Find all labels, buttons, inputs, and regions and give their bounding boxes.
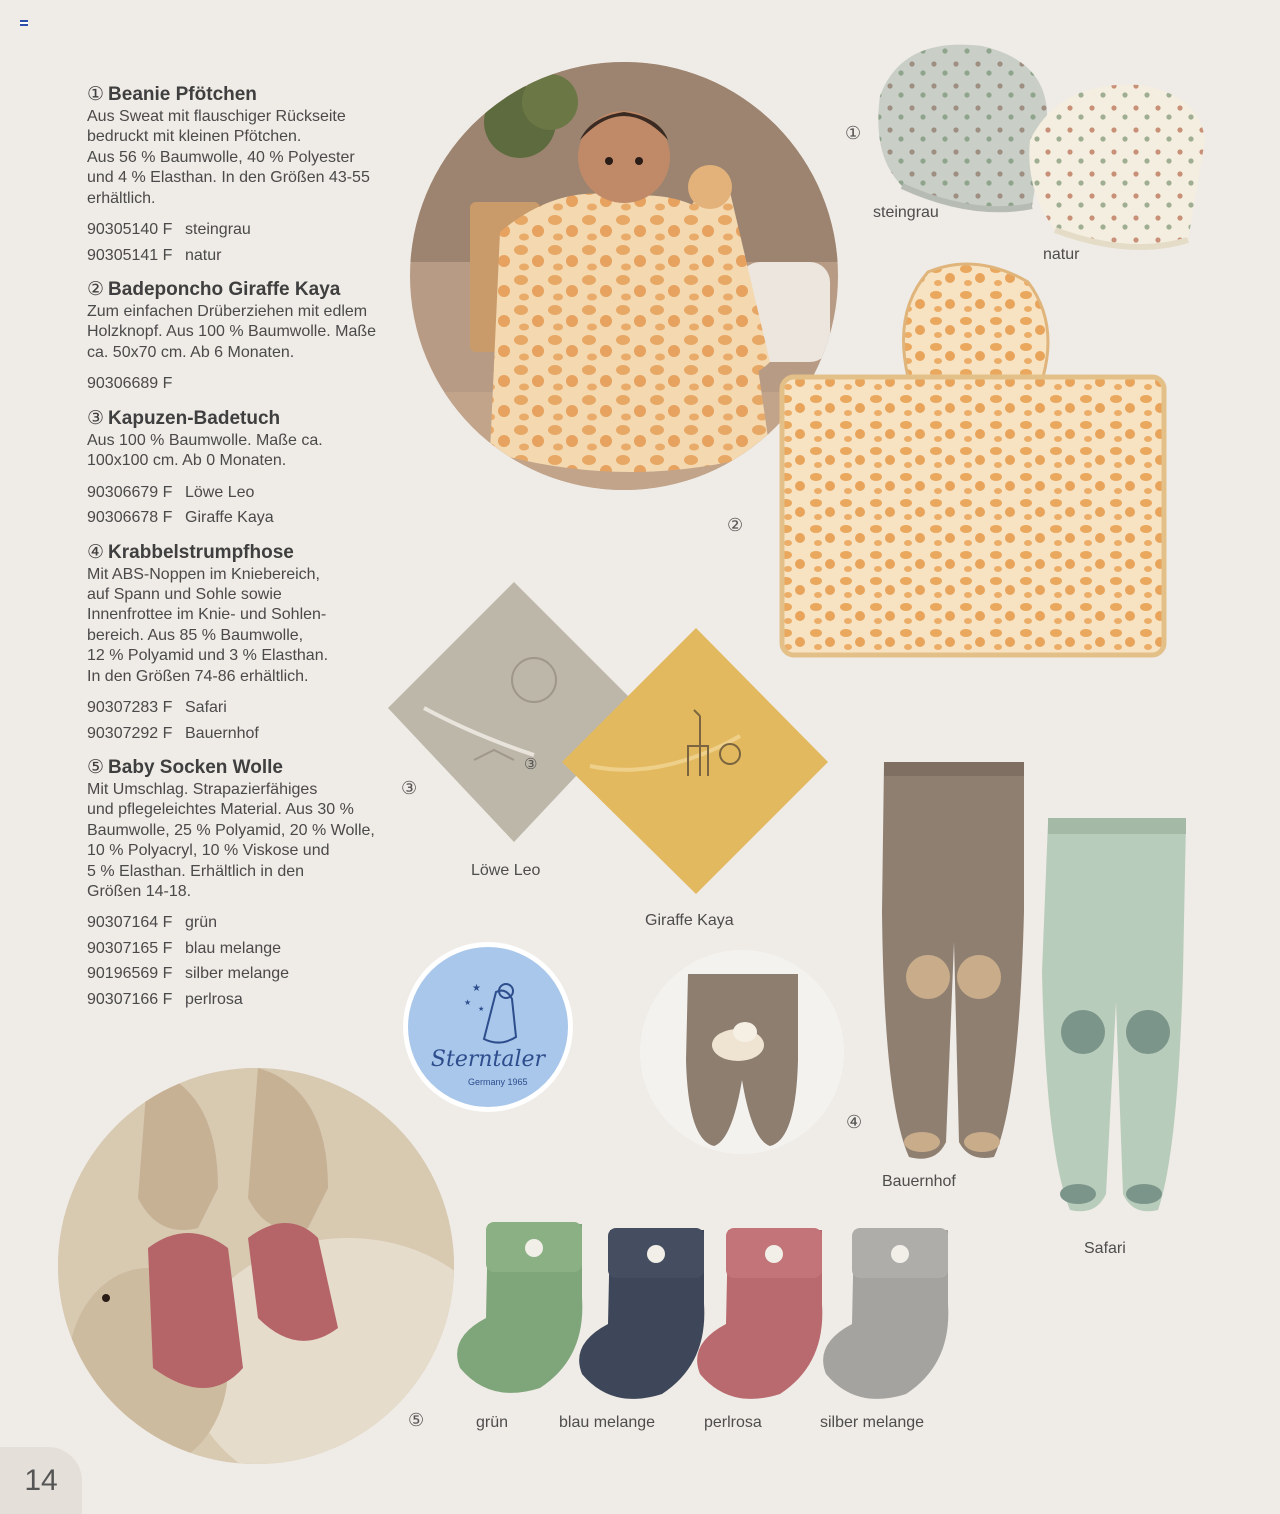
product-number: ② [87,279,105,301]
tights-safari-photo [1028,812,1196,1224]
marker-5: ⑤ [408,1410,425,1430]
label-bauernhof: Bauernhof [882,1173,956,1190]
sku-code: 90307165 F [87,939,173,957]
sku-row [87,217,407,243]
svg-text:★: ★ [472,983,481,994]
label-giraffe-kaya: Giraffe Kaya [645,912,734,929]
sku-code: 90307164 F [87,914,173,932]
label-blau-melange: blau melange [559,1414,656,1431]
sku-row [87,480,407,506]
sku-variant: blau melange [185,939,282,957]
page-number: 14 [0,1447,82,1514]
product-description [87,302,407,363]
sku-code: 90305140 F [87,221,173,239]
tights-bauernhof-photo [874,752,1034,1172]
sku-code: 90307292 F [87,724,173,742]
sku-variant: grün [185,914,218,932]
desc-line: Aus 56 % Baumwolle, 40 % Polyester [87,148,355,166]
product-beanie [87,83,407,268]
logo-tagline: Germany 1965 [468,1077,528,1087]
label-silber-melange: silber melange [820,1414,925,1431]
svg-text:★: ★ [478,1005,485,1013]
sku-code: 90196569 F [87,965,173,983]
label-safari: Safari [1084,1240,1126,1257]
sock-silber [823,1228,948,1399]
desc-line: Zum einfachen Drüberziehen mit edlem [87,303,368,321]
sku-code: 90305141 F [87,246,173,264]
sku-code: 90306678 F [87,509,173,527]
label-gruen: grün [476,1414,509,1431]
desc-line: In den Größen 74-86 erhältlich. [87,667,309,685]
product-title: Krabbelstrumpfhose [108,541,294,563]
product-title: Beanie Pfötchen [108,84,257,105]
marker-2: ② [727,515,744,535]
label-loewe-leo: Löwe Leo [471,862,541,879]
sock-blau [579,1228,704,1399]
towel-giraffe-kaya-photo [560,626,832,898]
desc-line: Baumwolle, 25 % Polyamid, 20 % Wolle, [87,821,375,839]
desc-line: Holzknopf. Aus 100 % Baumwolle. Maße [87,323,377,341]
sku-code: 90306679 F [87,483,173,501]
desc-line: und 4 % Elasthan. In den Größen 43-55 [87,169,370,187]
sku-variant: steingrau [185,221,251,239]
sku-row [87,505,407,531]
sku-variant: Bauernhof [185,724,259,742]
logo-brand: Sterntaler [430,1047,546,1072]
desc-line: Größen 14-18. [87,883,192,901]
product-description [87,431,407,472]
desc-line: Mit Umschlag. Strapazierfähiges [87,781,318,798]
sku-row [87,910,407,936]
desc-line: und pflegeleichtes Material. Aus 30 % [87,801,354,819]
marker-3: ③ [401,778,418,798]
sku-row [87,987,407,1013]
label-perlrosa: perlrosa [704,1414,762,1431]
product-title: Baby Socken Wolle [108,757,283,778]
product-number: ⑤ [87,757,105,778]
desc-line: erhältlich. [87,189,156,207]
product-socks [87,756,407,1012]
sku-variant: Löwe Leo [185,483,255,501]
sku-row [87,961,407,987]
sku-row [87,721,407,747]
marker-3-towel: ③ [524,756,538,773]
label-steingrau: steingrau [873,204,939,221]
desc-line: Aus 100 % Baumwolle. Maße ca. [87,431,323,449]
sku-row [87,695,407,721]
product-description [87,107,407,209]
desc-line: Aus Sweat mit flauschiger Rückseite [87,108,346,125]
desc-line: Mit ABS-Noppen im Kniebereich, [87,565,320,583]
sku-variant: Safari [185,699,227,716]
sku-variant: Giraffe Kaya [185,509,274,527]
poncho-model-photo [410,62,838,490]
sku-variant: natur [185,246,222,264]
desc-line: ca. 50x70 cm. Ab 6 Monaten. [87,343,295,361]
product-number: ① [87,84,105,105]
desc-line: 12 % Polyamid und 3 % Elasthan. [87,647,329,665]
marker-1: ① [845,123,862,143]
sku-variant: silber melange [185,965,290,983]
marker-4: ④ [846,1112,863,1132]
product-title: Badeponcho Giraffe Kaya [108,279,341,301]
product-list [87,83,407,1022]
beanie-natur-photo [1020,80,1210,260]
desc-line: 10 % Polyacryl, 10 % Viskose und [87,842,330,860]
desc-line: 100x100 cm. Ab 0 Monaten. [87,452,287,470]
poncho-flat-photo [778,262,1168,662]
product-tights [87,541,407,746]
product-towel [87,407,407,531]
sku-row [87,371,407,397]
sku-row [87,936,407,962]
sku-code: 90307166 F [87,990,173,1008]
desc-line: Innenfrottee im Knie- und Sohlen- [87,606,327,624]
product-title: Kapuzen-Badetuch [108,407,281,429]
socks-row-photo [450,1218,960,1403]
product-poncho [87,278,407,397]
sku-row [87,243,407,269]
label-natur: natur [1043,246,1080,263]
desc-line: bereich. Aus 85 % Baumwolle, [87,626,304,644]
desc-line: auf Spann und Sohle sowie [87,585,282,603]
product-number: ③ [87,407,105,429]
product-number: ④ [87,541,105,563]
product-description [87,565,407,687]
socks-model-photo [58,1068,454,1464]
sku-variant: perlrosa [185,990,243,1008]
desc-line: 5 % Elasthan. Erhältlich in den [87,862,305,880]
product-description [87,780,407,902]
sock-gruen [457,1222,582,1393]
tights-back-photo [640,950,844,1154]
desc-line: bedruckt mit kleinen Pfötchen. [87,128,302,146]
sku-code: 90306689 F [87,375,173,393]
flag-icon [20,20,28,26]
sku-code: 90307283 F [87,699,173,716]
sock-perlrosa [697,1228,822,1399]
svg-text:★: ★ [464,998,472,1007]
sterntaler-logo [403,942,573,1112]
